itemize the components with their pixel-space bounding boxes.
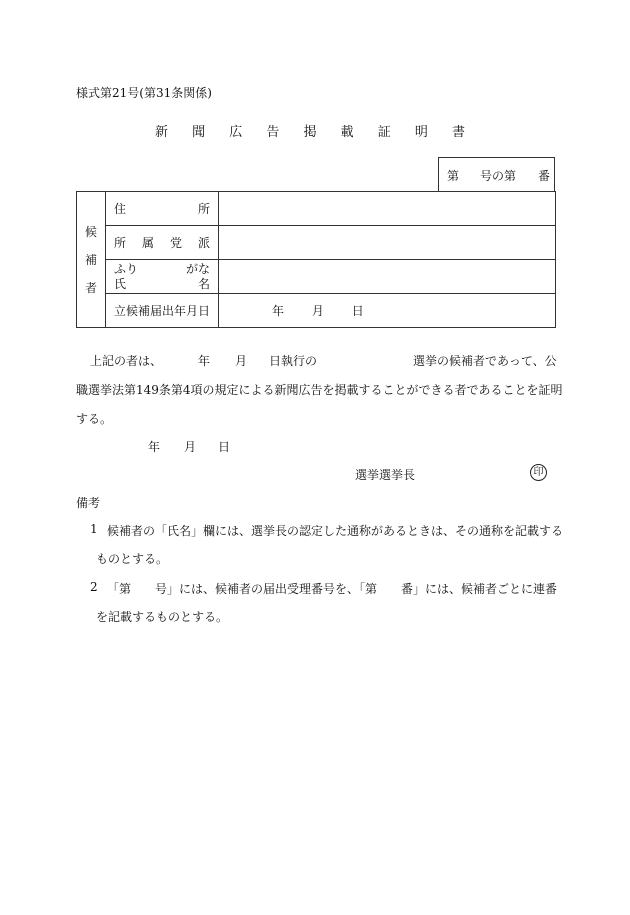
remark-2-line2: を記載するものとする。 (96, 610, 229, 624)
body-line1-month: 月 (235, 354, 248, 368)
filing-month: 月 (311, 304, 324, 318)
candidate-table (76, 191, 556, 328)
body-line1-day: 日執行の (269, 354, 318, 368)
form-number: 様式第21号(第31条関係) (76, 86, 212, 100)
party-label: 所 属 党 派 (106, 226, 219, 260)
filing-day: 日 (351, 304, 364, 318)
body-line1-year: 年 (198, 354, 211, 368)
remark-2-line1: 「第 号」には、候補者の届出受理番号を、「第 番」には、候補者ごとに連番 (107, 582, 558, 596)
address-field[interactable] (219, 192, 556, 226)
body-line1-start: 上記の者は、 (90, 354, 163, 368)
body-line2: 職選挙法第149条第4項の規定による新聞広告を掲載することができる者であることを証明 (76, 383, 563, 397)
body-line3: する。 (76, 412, 113, 426)
address-label: 住 所 (106, 192, 219, 226)
filing-date-label: 立候補届出年月日 (106, 294, 219, 328)
issue-year: 年 (148, 440, 161, 454)
remark-2-number: 2 (90, 580, 98, 594)
issue-day: 日 (218, 440, 231, 454)
remark-1-line1: 候補者の「氏名」欄には、選挙長の認定した通称があるときは、その通称を記載する (107, 524, 564, 538)
remark-1-number: 1 (90, 522, 98, 536)
document-title: 新 聞 広 告 掲 載 証 明 書 (154, 125, 476, 140)
candidate-side-label: 候 補 者 (77, 192, 106, 328)
party-field[interactable] (219, 226, 556, 260)
body-line1-end: 選挙の候補者であって、公 (413, 354, 557, 368)
remark-1-line2: ものとする。 (96, 552, 169, 566)
number-box (438, 157, 555, 191)
number-box-ban: 番 (538, 169, 551, 183)
filing-date-field[interactable] (219, 294, 556, 328)
remarks-heading: 備考 (76, 496, 101, 510)
signer-title: 選挙選挙長 (355, 468, 416, 482)
name-label: ふり がな 氏 名 (106, 260, 219, 294)
filing-year: 年 (272, 304, 285, 318)
number-box-dai: 第 (447, 169, 460, 183)
name-field[interactable] (219, 260, 556, 294)
issue-month: 月 (184, 440, 197, 454)
seal-stamp: 印 (530, 464, 547, 481)
number-box-go-no-dai: 号の第 (480, 169, 517, 183)
